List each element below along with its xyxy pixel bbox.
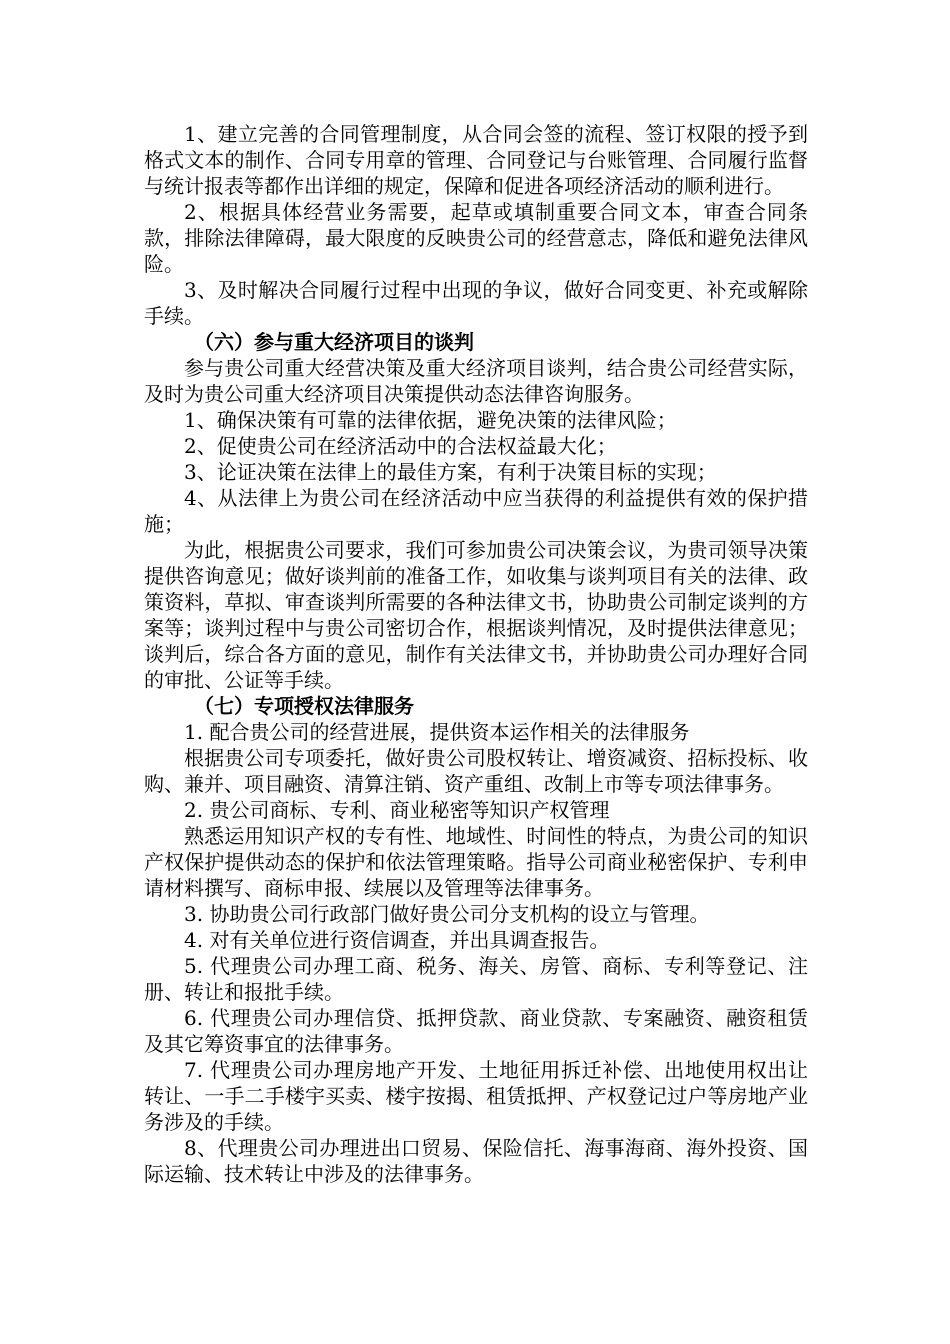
section-heading: （六）参与重大经济项目的谈判 <box>194 330 474 354</box>
paragraph: 为此，根据贵公司要求，我们可参加贵公司决策会议，为贵司领导决策提供咨询意见；做好谈判前的准备工作，如收集与谈判项目有关的法律、政策资料，草拟、审查谈判所需要的各种法律文书，协助贵公司制定谈判的方案等；谈判过程中与贵公司密切合作，根据谈判情况，及时提供法律意见；谈判后，综合各方面的意见，制作有关法律文书，并协助贵公司办理好合同的审批、公证等手续。 <box>144 538 808 692</box>
paragraph: 2、根据具体经营业务需要，起草或填制重要合同文本，审查合同条款，排除法律障碍，最大限度的反映贵公司的经营意志，降低和避免法律风险。 <box>144 200 808 276</box>
paragraph: 6. 代理贵公司办理信贷、抵押贷款、商业贷款、专案融资、融资租赁及其它筹资事宜的法律事务。 <box>144 1006 808 1056</box>
paragraph: 根据贵公司专项委托，做好贵公司股权转让、增资减资、招标投标、收购、兼并、项目融资、清算注销、资产重组、改制上市等专项法律事务。 <box>144 746 808 796</box>
paragraph: 8、代理贵公司办理进出口贸易、保险信托、海事海商、海外投资、国际运输、技术转让中涉及的法律事务。 <box>144 1136 808 1186</box>
paragraph: 5. 代理贵公司办理工商、税务、海关、房管、商标、专利等登记、注册、转让和报批手续。 <box>144 954 808 1004</box>
paragraph: 1、建立完善的合同管理制度，从合同会签的流程、签订权限的授予到格式文本的制作、合同专用章的管理、合同登记与台账管理、合同履行监督与统计报表等都作出详细的规定，保障和促进各项经济活动的顺利进行。 <box>144 122 808 198</box>
paragraph: 1、确保决策有可靠的法律依据，避免决策的法律风险； <box>184 408 677 432</box>
paragraph: 3. 协助贵公司行政部门做好贵公司分支机构的设立与管理。 <box>184 902 710 926</box>
paragraph: 4、从法律上为贵公司在经济活动中应当获得的利益提供有效的保护措施； <box>144 486 808 536</box>
section-heading: （七）专项授权法律服务 <box>194 694 414 718</box>
paragraph: 1. 配合贵公司的经营进展，提供资本运作相关的法律服务 <box>184 720 690 744</box>
paragraph: 2、促使贵公司在经济活动中的合法权益最大化； <box>184 434 617 458</box>
paragraph: 熟悉运用知识产权的专有性、地域性、时间性的特点，为贵公司的知识产权保护提供动态的保护和依法管理策略。指导公司商业秘密保护、专利申请材料撰写、商标申报、续展以及管理等法律事务。 <box>144 824 808 900</box>
paragraph: 4. 对有关单位进行资信调查，并出具调查报告。 <box>184 928 610 952</box>
paragraph: 7. 代理贵公司办理房地产开发、土地征用拆迁补偿、出地使用权出让转让、一手二手楼宇买卖、楼宇按揭、租赁抵押、产权登记过户等房地产业务涉及的手续。 <box>144 1058 808 1134</box>
paragraph: 参与贵公司重大经营决策及重大经济项目谈判，结合贵公司经营实际，及时为贵公司重大经济项目决策提供动态法律咨询服务。 <box>144 356 808 406</box>
paragraph: 3、及时解决合同履行过程中出现的争议，做好合同变更、补充或解除手续。 <box>144 278 808 328</box>
paragraph: 2. 贵公司商标、专利、商业秘密等知识产权管理 <box>184 798 610 822</box>
document-page <box>144 121 808 1187</box>
paragraph: 3、论证决策在法律上的最佳方案，有利于决策目标的实现； <box>184 460 717 484</box>
